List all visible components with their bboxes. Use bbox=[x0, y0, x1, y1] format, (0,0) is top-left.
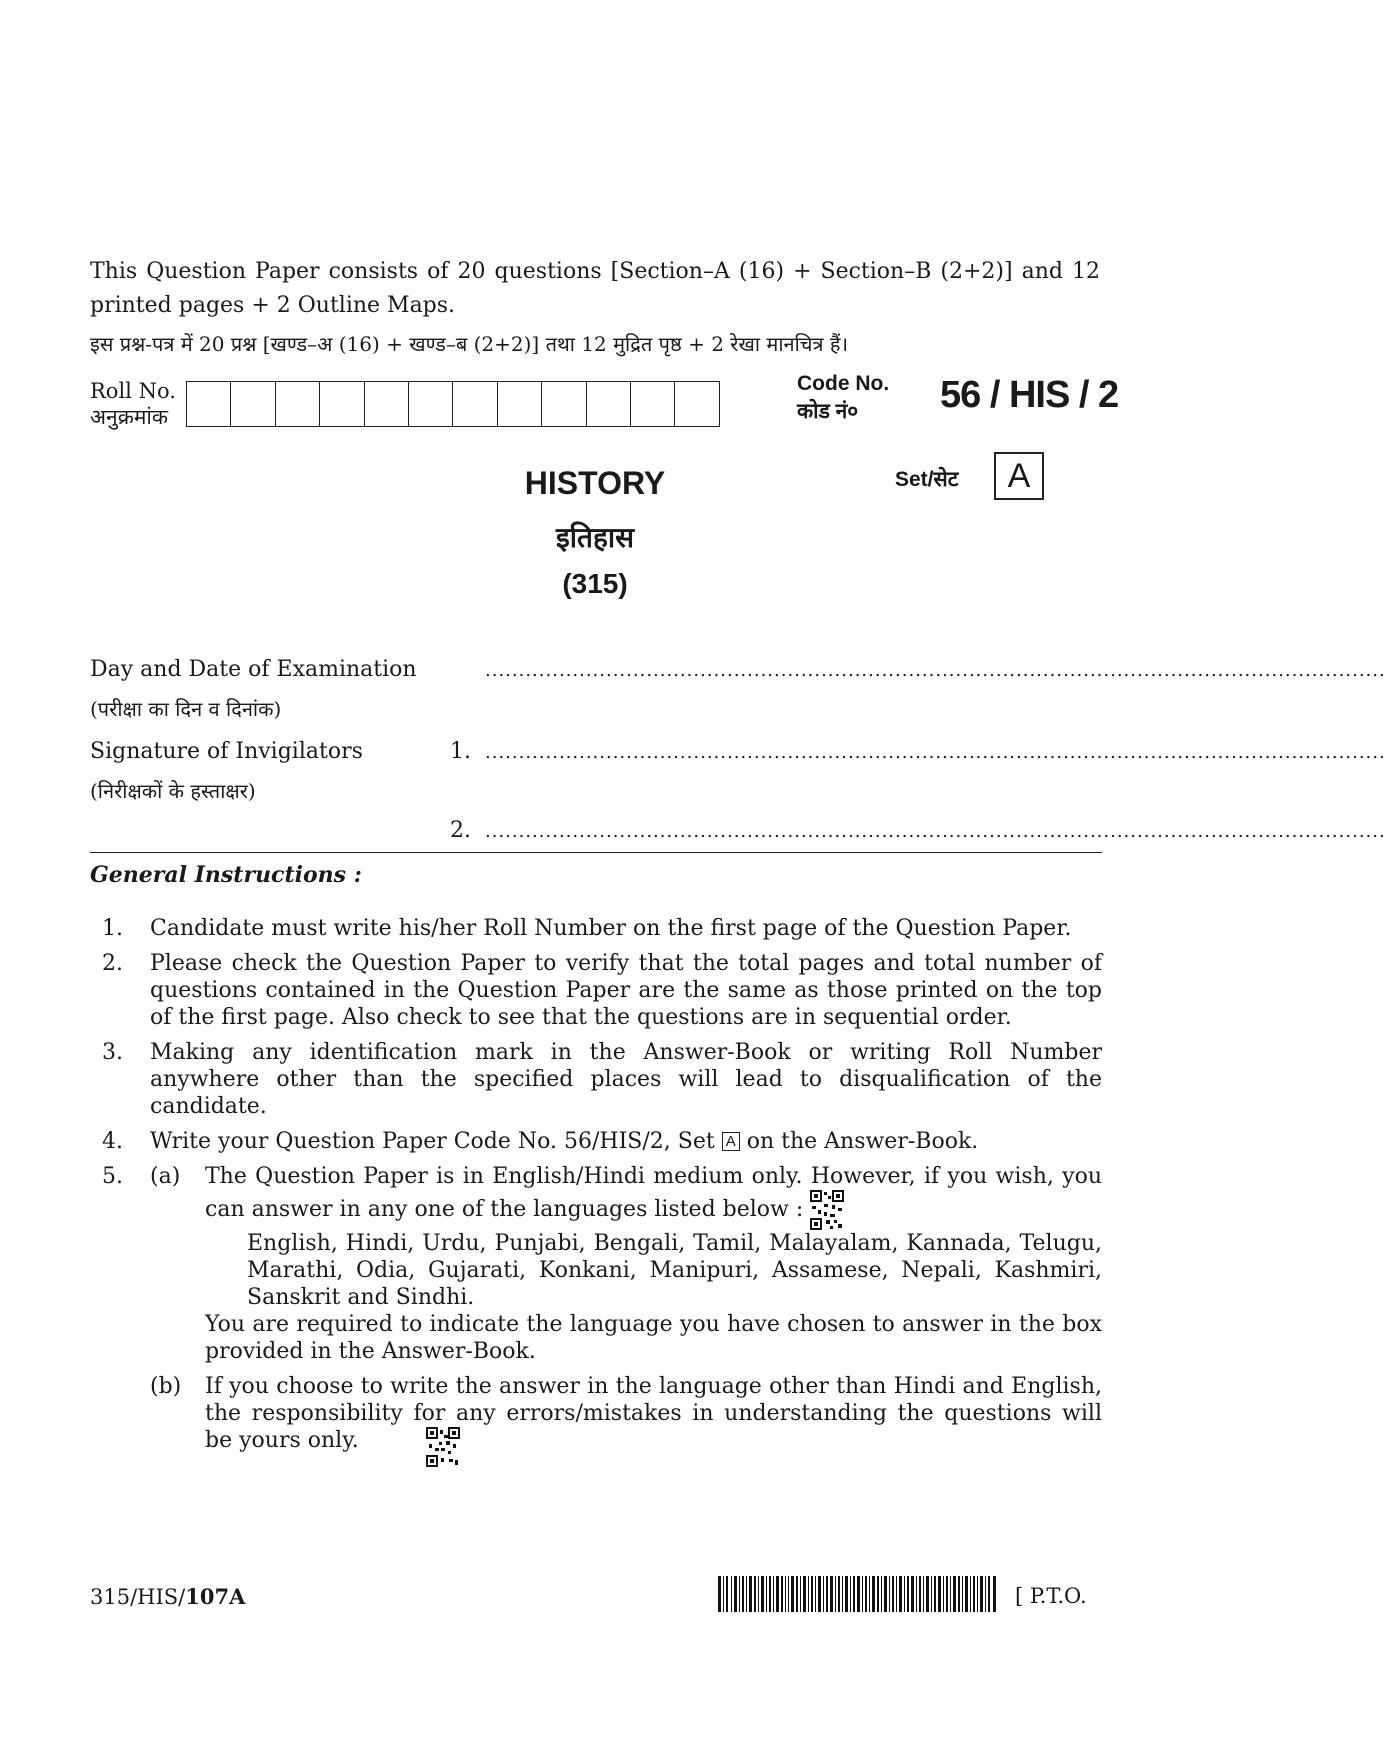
invigilator-2-number: 2. bbox=[450, 818, 471, 843]
instruction-text: If you choose to write the answer in the language other than Hindi and English, the responsibility for any errors/mistakes in understanding the questions will be yours only. bbox=[205, 1374, 1102, 1453]
code-label bbox=[797, 370, 889, 426]
paper-code-prefix: 315/HIS/ bbox=[90, 1585, 186, 1609]
divider bbox=[90, 852, 1102, 853]
invigilator-1-signature-field[interactable]: ...................................................................................................................................... bbox=[485, 742, 1386, 763]
exam-date-label: Day and Date of Examination bbox=[90, 657, 417, 682]
paper-code-suffix: 107A bbox=[185, 1584, 246, 1609]
instruction-item bbox=[90, 1128, 1102, 1155]
instruction-note: You are required to indicate the language you have chosen to answer in the box provided in the Answer-Book. bbox=[205, 1312, 1102, 1364]
instruction-number: 2. bbox=[102, 951, 123, 976]
sub-label: (b) bbox=[150, 1374, 182, 1399]
roll-digit-box[interactable] bbox=[542, 382, 586, 426]
instruction-sub-b bbox=[150, 1373, 1102, 1467]
pto-label: [ P.T.O. bbox=[1015, 1584, 1087, 1608]
instruction-text: The Question Paper is in English/Hindi medium only. However, if you wish, you can answer in any one of the languages listed below : bbox=[205, 1164, 1102, 1222]
language-list: English, Hindi, Urdu, Punjabi, Bengali, Tamil, Malayalam, Kannada, Telugu, Marathi, Odia, Gujarati, Konkani, Manipuri, Assamese, Nepali, Kashmiri, Sanskrit and Sindhi. bbox=[247, 1231, 1102, 1310]
intro-text: This Question Paper consists of 20 questions [Section–A (16) + Section–B (2+2)] and 12 printed pages + 2 Outline Maps. bbox=[90, 259, 1100, 318]
set-inline-box: A bbox=[722, 1132, 740, 1151]
roll-digit-box[interactable] bbox=[409, 382, 453, 426]
subject-code: (315) bbox=[562, 568, 628, 599]
instruction-item bbox=[90, 1163, 1102, 1467]
invigilator-2-signature-field[interactable]: ...................................................................................................................................... bbox=[485, 821, 1386, 842]
roll-label-hi: अनुक्रमांक bbox=[90, 405, 168, 429]
instruction-text: Candidate must write his/her Roll Number on the first page of the Question Paper. bbox=[150, 916, 1072, 941]
subject-title-hindi: इतिहास bbox=[555, 522, 634, 553]
intro-text-hindi: इस प्रश्न-पत्र में 20 प्रश्न [खण्ड–अ (16) + खण्ड–ब (2+2)] तथा 12 मुद्रित पृष्ठ + 2 रेखा मानचित्र हैं। bbox=[90, 332, 849, 356]
roll-digit-box[interactable] bbox=[631, 382, 675, 426]
instruction-text: Making any identification mark in the Answer-Book or writing Roll Number anywhere other than the specified places will lead to disqualification of the candidate. bbox=[150, 1040, 1102, 1119]
instruction-item bbox=[90, 1039, 1102, 1120]
instruction-text: Please check the Question Paper to verify that the total pages and total number of questions contained in the Question Paper are the same as those printed on the top of the first page. Also check to see that the questions are in sequential order. bbox=[150, 951, 1102, 1030]
instruction-number: 4. bbox=[102, 1129, 123, 1154]
instruction-sub-a bbox=[150, 1163, 1102, 1365]
roll-digit-box[interactable] bbox=[320, 382, 364, 426]
instruction-number: 5. bbox=[102, 1164, 123, 1189]
instruction-number: 1. bbox=[102, 916, 123, 941]
set-box: A bbox=[994, 452, 1044, 500]
qr-code-icon[interactable] bbox=[810, 1190, 844, 1230]
instruction-text: Write your Question Paper Code No. 56/HIS/2, Set bbox=[150, 1129, 715, 1154]
sub-label: (a) bbox=[150, 1164, 181, 1189]
roll-digit-box[interactable] bbox=[365, 382, 409, 426]
roll-digit-box[interactable] bbox=[276, 382, 320, 426]
instruction-item bbox=[90, 950, 1102, 1031]
code-number: 56 / HIS / 2 bbox=[940, 374, 1119, 416]
barcode-icon bbox=[718, 1574, 998, 1614]
roll-digit-box[interactable] bbox=[498, 382, 542, 426]
exam-date-label-hindi: (परीक्षा का दिन व दिनांक) bbox=[90, 697, 282, 721]
instruction-item bbox=[90, 915, 1102, 942]
roll-number-label bbox=[90, 378, 176, 430]
instructions-list bbox=[90, 915, 1102, 1475]
code-label-en: Code No. bbox=[797, 372, 890, 395]
roll-digit-box[interactable] bbox=[675, 382, 718, 426]
invigilator-1-number: 1. bbox=[450, 739, 471, 764]
roll-label-en: Roll No. bbox=[90, 379, 176, 403]
subject-title: HISTORY bbox=[524, 465, 666, 501]
exam-date-field[interactable]: ...................................................................................................................................... bbox=[485, 660, 1386, 681]
qr-code-icon[interactable] bbox=[426, 1427, 460, 1467]
code-label-hi: कोड नं० bbox=[797, 400, 859, 423]
invigilator-signature-label: Signature of Invigilators bbox=[90, 739, 363, 764]
roll-digit-box[interactable] bbox=[187, 382, 231, 426]
instruction-text: on the Answer-Book. bbox=[746, 1129, 979, 1154]
paper-code bbox=[90, 1584, 245, 1609]
set-label: Set/सेट bbox=[895, 468, 959, 491]
general-instructions-heading: General Instructions : bbox=[90, 862, 362, 888]
roll-digit-box[interactable] bbox=[587, 382, 631, 426]
roll-number-boxes[interactable] bbox=[186, 381, 720, 427]
instruction-number: 3. bbox=[102, 1040, 123, 1065]
roll-digit-box[interactable] bbox=[231, 382, 275, 426]
roll-digit-box[interactable] bbox=[453, 382, 497, 426]
invigilator-signature-label-hindi: (निरीक्षकों के हस्ताक्षर) bbox=[90, 779, 256, 803]
